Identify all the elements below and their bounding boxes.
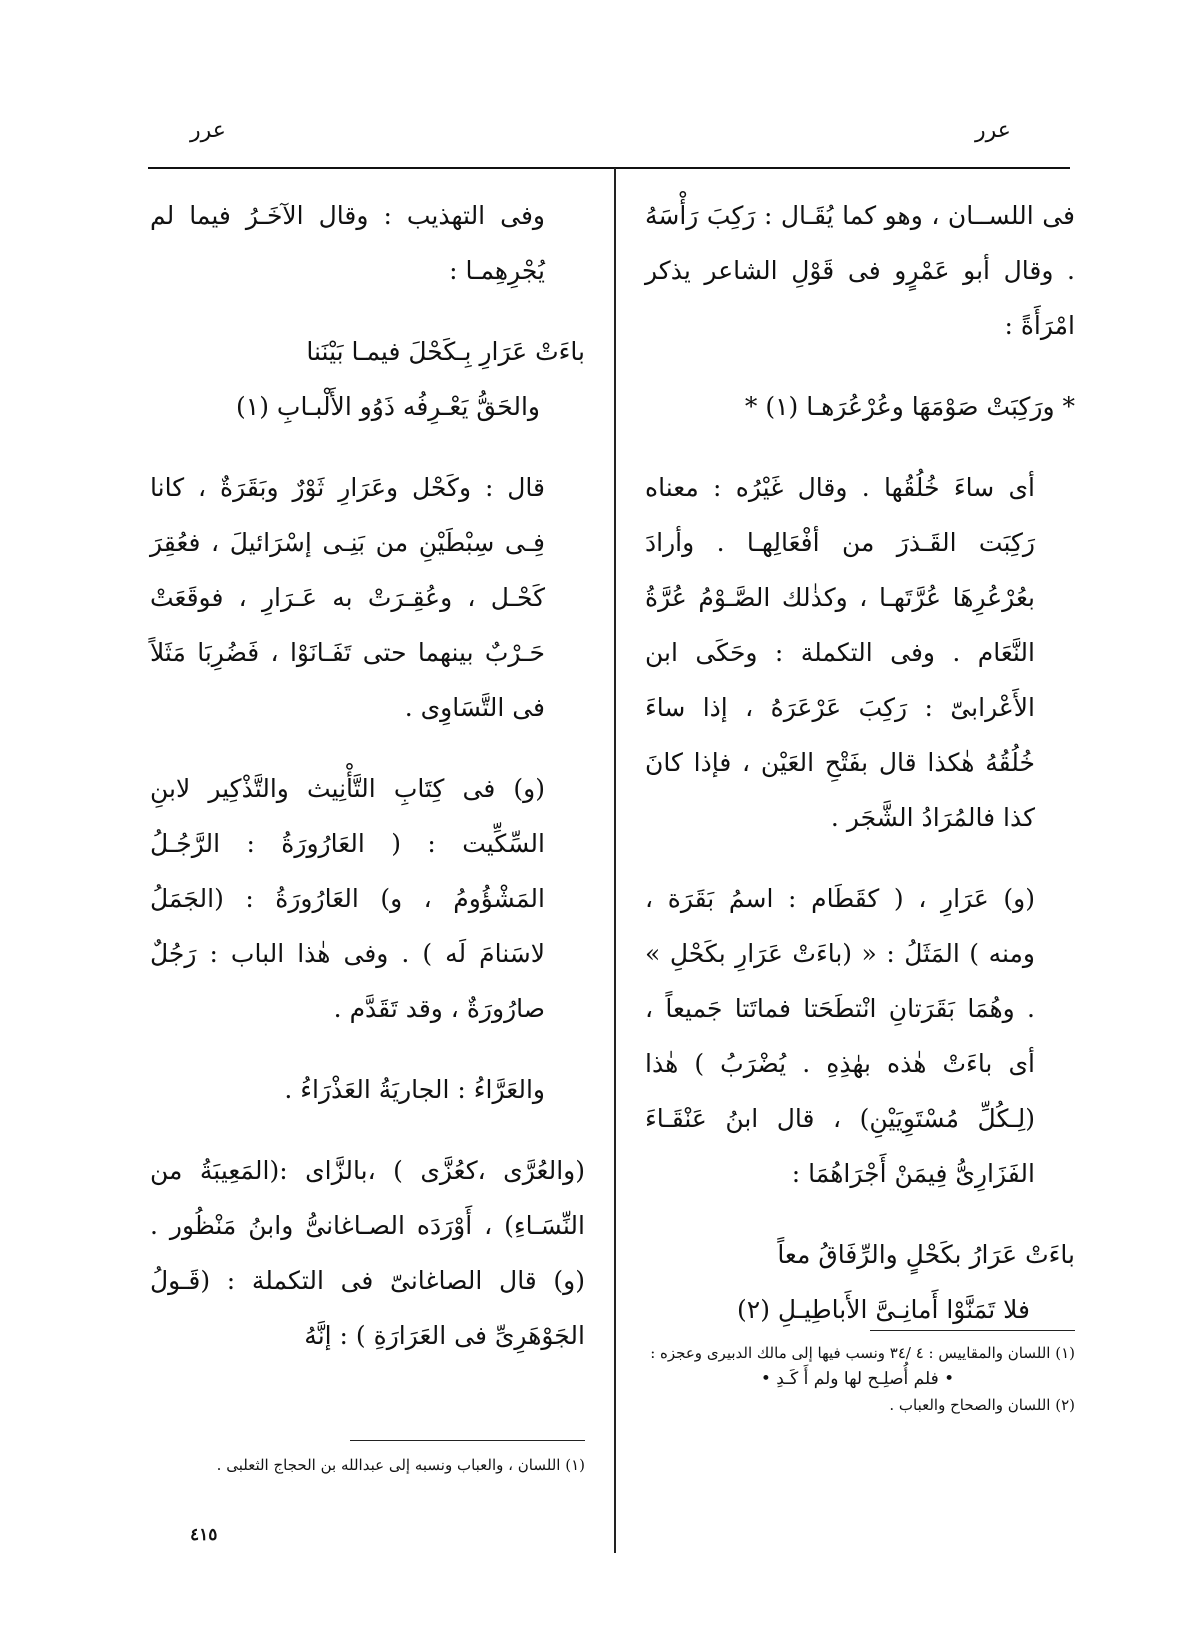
footnote-rule <box>870 1330 1075 1331</box>
paragraph: أى ساءَ خُلُقُها . وقال غَيْرُه : معناه رَكِبَت القَـذرَ من أفْعَالِهـا . وأرادَ بعُرْعُرِهَا عُرَّتَهـا ، وكذٰلك الصَّـوْمُ عُرَّةُ النَّعَام . وفى التكملة : وحَكَى ابن الأَعْرابىّ : رَكِبَ عَرْعَرَهُ ، إذا ساءَ خُلُقُهُ هٰكذا قال بفَتْحِ العَيْن ، فإذا كانَ كذا فالمُرَادُ الشَّجَر . <box>645 473 1035 832</box>
column-divider <box>614 168 616 1553</box>
right-column <box>645 188 1075 1337</box>
paragraph: وفى التهذيب : وقال الآخَـرُ فيما لم يُجْرِهِمـا : <box>150 201 545 285</box>
paragraph: والعَرَّاءُ : الجاريَةُ العَذْرَاءُ . <box>284 1075 545 1104</box>
footnotes-right <box>640 1340 1075 1418</box>
paragraph: قال : وكَحْل وعَرَارِ ثَوْرٌ وبَقَرَةٌ ، كانا فِـى سِبْطَيْنِ من بَنِـى إسْرَائيلَ ، فعُقِرَ كَحْـل ، وعُقِـرَتْ به عَـرَارِ ، فوقَعَتْ حَـرْبٌ بينهما حتى تَفَـانَوْا ، فَضُرِبَا مَثَلاً فى التَّسَاوِى . <box>150 473 545 722</box>
paragraph: (والعُرَّى ،كعُزَّى ) ،بالزَّاى :(المَعِيبَةُ من النِّسَـاءِ) ، أَوْرَدَه الصـاغانىُّ وابنُ مَنْظُور . (و) قال الصاغانىّ فى التكملة : (قَـولُ الجَوْهَرِىِّ فى العَرَارَةِ ) : إنَّهُ <box>150 1156 585 1350</box>
page-number: ٤١٥ <box>190 1525 218 1545</box>
verse <box>645 1227 1075 1337</box>
running-header-left: عرر <box>190 118 226 143</box>
footnotes-left <box>150 1452 585 1478</box>
footnote-rule <box>350 1440 585 1441</box>
paragraph: (و) فى كِتَابِ التَّأْنِيث والتَّذْكِير لابنِ السِّكِّيت : ( العَارُورَةُ : الرَّجُـلُ المَشْؤُومُ ، و) العَارُورَةُ : (الجَمَلُ لاسَنامَ لَه ) . وفى هٰذا الباب : رَجُلٌ صارُورَةٌ ، وقد تَقَدَّم . <box>150 774 545 1023</box>
left-column <box>150 188 585 1363</box>
running-header-right: عرر <box>975 118 1011 143</box>
verse-line: باءَتْ عَرَارُ بكَحْلٍ والرِّفَاقُ معاً <box>777 1240 1075 1269</box>
verse <box>150 324 585 434</box>
verse-line: والحَقُّ يَعْـرِفُه ذَوُو الأَلْبـابِ (١) <box>236 392 540 421</box>
verse-line: باءَتْ عَرَارِ بِـكَحْلَ فيمـا بَيْنَنا <box>306 337 585 366</box>
paragraph: فى اللســان ، وهو كما يُقَـال : رَكِبَ رَأْسَهُ . وقال أبو عَمْرٍو فى قَوْلِ الشاعر يذكر امْرَأَةً : <box>645 201 1075 340</box>
header-rule <box>148 167 1070 169</box>
verse: * ورَكِبَتْ صَوْمَهَا وعُرْعُرَهـا (١) * <box>744 392 1075 421</box>
footnote-verse: • فلم أُصلِـح لها ولم أَ كَـدِ • <box>760 1369 955 1389</box>
footnote: (١) اللسان والمقاييس : ٤ /٣٤ ونسب فيها إلى مالك الدبيرى وعجزه : <box>650 1344 1075 1362</box>
verse-line: فلا تَمَنَّوْا أَمانِـىَّ الأَباطِيـلِ (٢) <box>737 1295 1030 1324</box>
paragraph: (و) عَرَارِ ، ( كقَطَام : اسمُ بَقَرَة ، ومنه ) المَثَلُ : « (باءَتْ عَرَارِ بكَحْلِ » . وهُمَا بَقَرَتانِ انْتطَحَتا فماتَتا جَميعاً ، أى باءَتْ هٰذه بهٰذِهِ . يُضْرَبُ ) هٰذا (لِـكُلِّ مُسْتَوِيَيْنِ) ، قال ابنُ عَنْقَـاءَ الفَزَارِىُّ فِيمَنْ أَجْرَاهُمَا : <box>645 884 1035 1188</box>
footnote: (٢) اللسان والصحاح والعباب . <box>889 1396 1075 1414</box>
footnote: (١) اللسان ، والعباب ونسبه إلى عبدالله بن الحجاج الثعلبى . <box>216 1456 585 1474</box>
